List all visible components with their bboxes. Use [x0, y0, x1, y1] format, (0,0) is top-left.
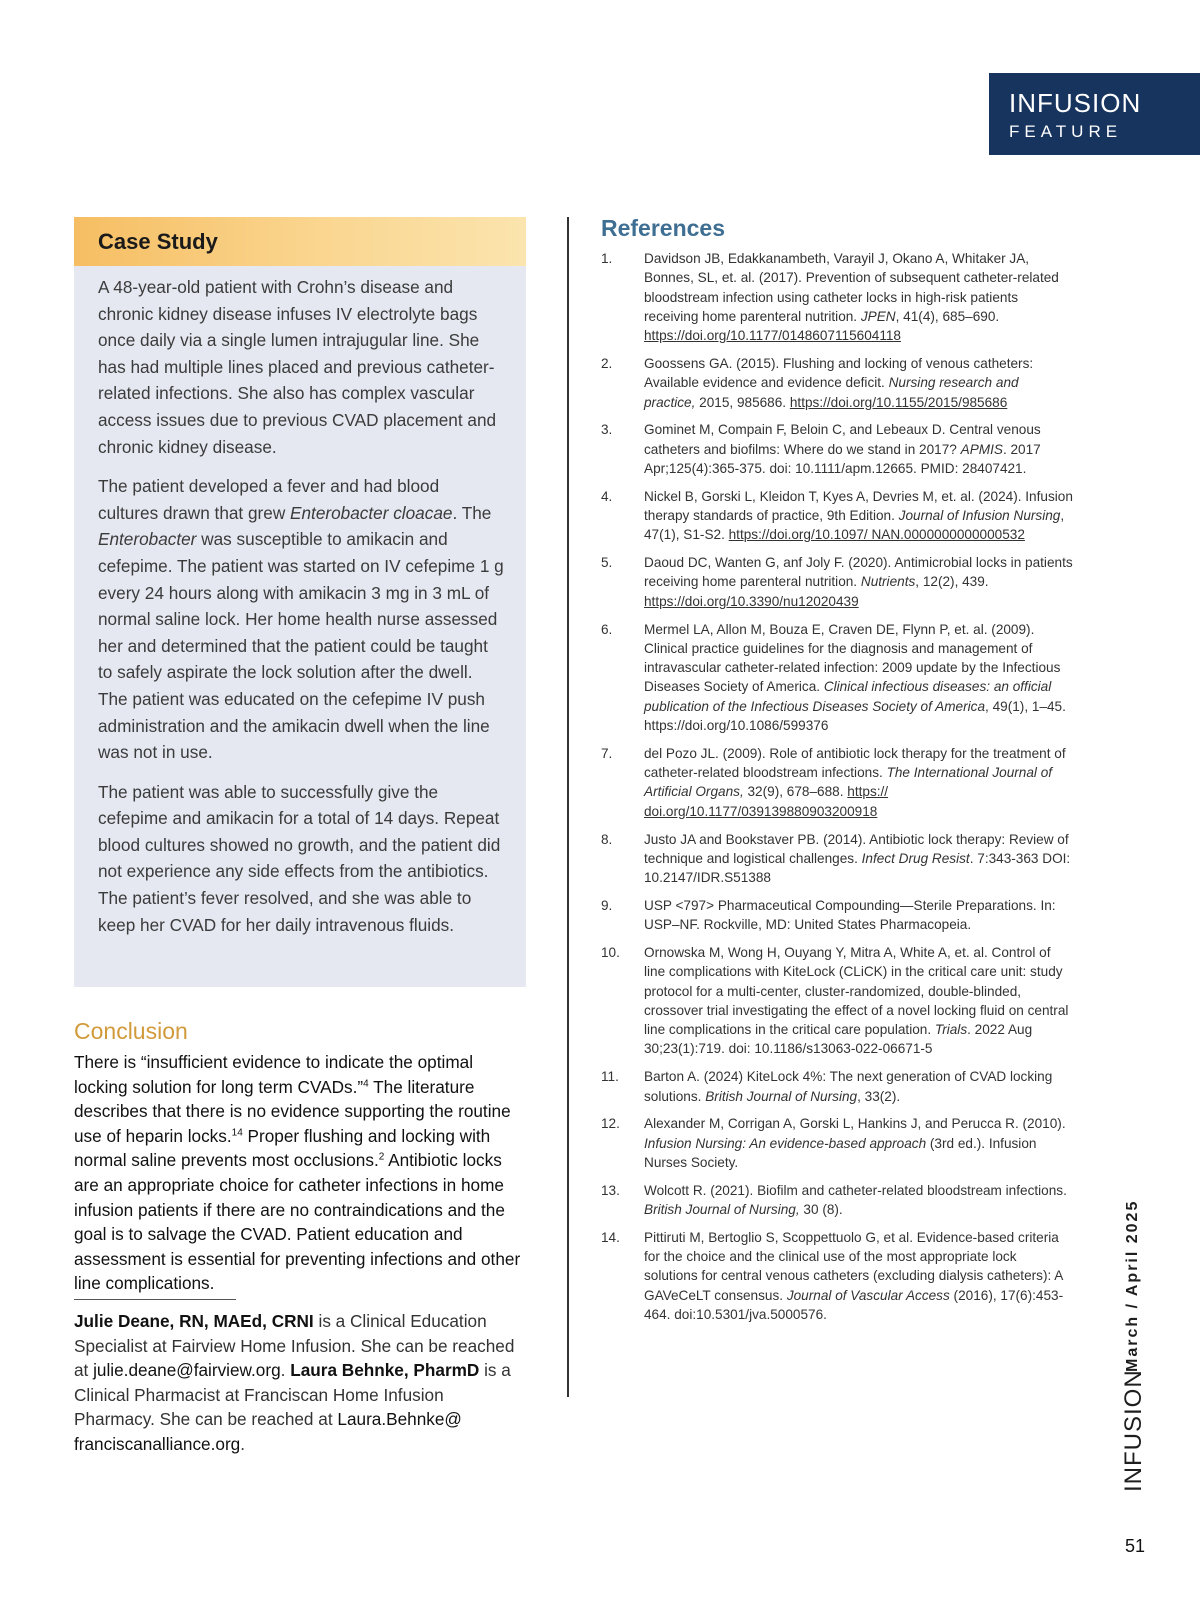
text-run: USP <797> Pharmaceutical Compounding—Sterile Preparations. In: USP–NF. Rockville, MD: United States Pharmacopeia. — [644, 897, 1056, 933]
text-run: , 41(4), 685–690. — [895, 308, 1000, 324]
text-run: Barton A. (2024) KiteLock 4%: The next generation of CVAD locking solutions. — [644, 1069, 1053, 1104]
reference-number: 3. — [601, 422, 613, 438]
italic-run: British Journal of Nursing, — [644, 1202, 800, 1218]
text-run: The literature describes that there is no evidence supporting the routine use of heparin locks. — [74, 1076, 511, 1146]
text-run: Gominet M, Compain F, Beloin C, and Lebeaux D. Central venous catheters and biofilms: Where do we stand in 2017? — [644, 422, 1041, 457]
reference-number: 7. — [601, 745, 613, 761]
text-run: . 2017 Apr;125(4):365-375. doi: 10.1111/apm.12665. PMID: 28407421. — [644, 441, 1041, 476]
reference-number: 6. — [601, 621, 613, 637]
text-run: Davidson JB, Edakkanambeth, Varayil J, Okano A, Whitaker JA, Bonnes, SL, et. al. (2017). Prevention of subsequent catheter-related bloodstream infection using catheter locks in high-risk patients receiving home parenteral nutrition. — [644, 251, 1059, 324]
text-run: is a Clinical Pharmacist at Franciscan Home Infusion Pharmacy. She can be reached at — [74, 1360, 511, 1430]
text-run: 30 (8). — [799, 1202, 843, 1218]
text-run: Wolcott R. (2021). Biofilm and catheter-related bloodstream infections. — [644, 1182, 1067, 1198]
citation-marker: 2 — [378, 1151, 385, 1163]
feature-label: FEATURE — [1009, 122, 1123, 141]
italic-run: Journal of Infusion Nursing — [898, 508, 1061, 524]
reference-item — [601, 943, 1073, 1059]
reference-link[interactable]: https://doi.org/10.3390/nu12020439 — [644, 593, 859, 609]
italic-run: Nutrients — [860, 574, 916, 590]
italic-run: The International Journal of Artificial Organs, — [644, 765, 1053, 800]
text-run: There is “insufficient evidence to indicate the optimal locking solution for long term CVADs.” — [74, 1052, 474, 1097]
text-run: Alexander M, Corrigan A, Gorski L, Hankins J, and Perucca R. (2010). — [644, 1116, 1066, 1132]
case-study-paragraph-3: The patient was able to successfully give the cefepime and amikacin for a total of 14 days. Repeat blood cultures showed no growth, and the patient did not experience any side effects from the antibiotics. The patient’s fever resolved, and she was able to keep her CVAD for her daily intravenous fluids. — [98, 781, 501, 935]
reference-item — [601, 420, 1073, 478]
case-study-body — [74, 266, 526, 938]
citation-marker: 14 — [231, 1127, 243, 1139]
italic-run: British Journal of Nursing — [705, 1088, 858, 1104]
reference-link[interactable]: https:// doi.org/10.1177/039139880903200918 — [644, 784, 889, 819]
reference-link[interactable]: https://doi.org/10.1155/2015/985686 — [789, 394, 1008, 410]
text-run: . — [240, 1433, 246, 1454]
italic-run: APMIS — [960, 441, 1003, 457]
text-run: 2015, 985686. — [695, 394, 790, 410]
infusion-logo: INFUSION — [1009, 88, 1142, 118]
reference-item — [601, 1228, 1073, 1324]
reference-item — [601, 896, 1073, 935]
reference-number: 5. — [601, 555, 613, 571]
case-study-paragraph-1: A 48-year-old patient with Crohn’s disease and chronic kidney disease infuses IV electrolyte bags once daily via a single lumen intrajugular line. She has had multiple lines placed and previous catheter-related infections. She also has complex vascular access issues due to previous CVAD placement and chronic kidney disease. — [98, 277, 497, 457]
reference-number: 2. — [601, 355, 613, 371]
reference-link[interactable]: https://doi.org/10.1097/ NAN.0000000000000532 — [728, 527, 1025, 543]
case-study-title: Case Study — [74, 217, 526, 266]
conclusion-title: Conclusion — [74, 1018, 188, 1044]
italic-run: Infusion Nursing: An evidence-based approach — [644, 1135, 927, 1151]
reference-number: 9. — [601, 897, 613, 913]
text-run: (3rd ed.). Infusion Nurses Society. — [644, 1135, 1037, 1170]
author-name: Julie Deane, RN, MAEd, CRNI — [74, 1311, 314, 1331]
text-run: 32(9), 678–688. — [743, 784, 848, 800]
reference-item — [601, 553, 1073, 611]
italic-run: Infect Drug Resist — [861, 850, 970, 866]
feature-badge — [989, 73, 1200, 155]
reference-item — [601, 744, 1073, 821]
column-divider — [567, 217, 569, 1397]
references-list — [601, 249, 1073, 1333]
case-study-paragraph-2 — [98, 473, 504, 766]
italic-run: JPEN — [860, 308, 896, 324]
author-email[interactable]: julie.deane@fairview.org — [93, 1360, 281, 1381]
text-run: . 2022 Aug 30;23(1):719. doi: 10.1186/s13063-022-06671-5 — [644, 1022, 1033, 1057]
author-name: Laura Behnke, PharmD — [290, 1360, 480, 1381]
case-study-box — [74, 217, 526, 987]
text-run: The patient developed a fever and had blood cultures drawn that grew — [98, 476, 440, 523]
reference-number: 8. — [601, 831, 613, 847]
reference-number: 4. — [601, 488, 613, 504]
text-run: Daoud DC, Wanten G, anf Joly F. (2020). Antimicrobial locks in patients receiving home parenteral nutrition. — [644, 555, 1073, 590]
issue-date: March / April 2025 — [1124, 1199, 1141, 1372]
reference-number: 13. — [601, 1182, 620, 1198]
text-run: del Pozo JL. (2009). Role of antibiotic lock therapy for the treatment of catheter-related bloodstream infections. — [644, 745, 1066, 781]
reference-number: 1. — [601, 251, 613, 266]
italic-run: Nursing research and practice, — [644, 375, 1019, 410]
text-run: Mermel LA, Allon M, Bouza E, Craven DE, Flynn P, et. al. (2009). Clinical practice guidelines for the diagnosis and management of intravascular catheter-related infection: 2009 update by the Infectious Diseases Society of America. — [644, 621, 1061, 695]
conclusion-text — [74, 1050, 529, 1296]
text-run: . 7:343-363 DOI: 10.2147/IDR.S51388 — [644, 850, 1071, 886]
author-bio — [74, 1309, 529, 1457]
text-run: is a Clinical Education Specialist at Fairview Home Infusion. She can be reached at — [74, 1311, 515, 1381]
italic-run: Trials — [934, 1022, 968, 1038]
reference-item — [601, 249, 1073, 345]
reference-number: 10. — [601, 945, 620, 960]
italic-run: Enterobacter cloacae — [290, 502, 453, 523]
reference-number: 12. — [601, 1116, 620, 1132]
text-run: Proper flushing and locking with normal saline prevents most occlusions. — [74, 1125, 491, 1171]
citation-marker: 4 — [363, 1077, 369, 1089]
reference-number: 11. — [601, 1069, 619, 1085]
reference-item — [601, 830, 1073, 888]
page-number: 51 — [1125, 1536, 1146, 1556]
text-run: . — [280, 1360, 291, 1381]
text-run: Justo JA and Bookstaver PB. (2014). Antibiotic lock therapy: Review of technique and logistical challenges. — [644, 831, 1069, 866]
infusion-side-logo: INFUSION — [1120, 1369, 1147, 1492]
italic-run: Enterobacter — [98, 529, 197, 550]
reference-number: 14. — [601, 1229, 620, 1245]
text-run: , 47(1), S1-S2. — [644, 508, 1065, 543]
reference-link[interactable]: https://doi.org/10.1177/0148607115604118 — [644, 328, 901, 344]
reference-item — [601, 1114, 1073, 1172]
references-title: References — [601, 215, 726, 241]
text-run: Goossens GA. (2015). Flushing and locking of venous catheters: Available evidence and evidence deficit. — [644, 355, 1034, 391]
text-run: , 49(1), 1–45. https://doi.org/10.1086/599376 — [644, 698, 1066, 734]
text-run: Ornowska M, Wong H, Ouyang Y, Mitra A, White A, et. al. Control of line complications with KiteLock (CLiCK) in the critical care unit: study protocol for a multi-center, cluster-randomized, double-blinded, crossover trial investigating the effect of a novel locking fluid on central line complications in the critical care population. — [644, 945, 1069, 1038]
reference-item — [601, 620, 1073, 736]
text-run: Nickel B, Gorski L, Kleidon T, Kyes A, Devries M, et. al. (2024). Infusion therapy standards of practice, 9th Edition. — [644, 488, 1073, 524]
text-run: . The — [452, 502, 492, 523]
text-run: (2016), 17(6):453-464. doi:10.5301/jva.5000576. — [644, 1287, 1064, 1323]
italic-run: Journal of Vascular Access — [786, 1287, 950, 1303]
bio-divider — [74, 1299, 236, 1300]
italic-run: Clinical infectious diseases: an official publication of the Infectious Diseases Society of America — [644, 679, 1052, 714]
text-run: , 12(2), 439. — [915, 574, 989, 590]
text-run: , 33(2). — [857, 1088, 901, 1104]
reference-item — [601, 1067, 1073, 1106]
reference-item — [601, 487, 1073, 545]
text-run: Pittiruti M, Bertoglio S, Scoppettuolo G, et al. Evidence-based criteria for the choice and the clinical use of the most appropriate lock solutions for central venous catheters (excluding dialysis catheters): A GAVeCeLT consensus. — [644, 1229, 1063, 1303]
text-run: was susceptible to amikacin and cefepime. The patient was started on IV cefepime 1 g every 24 hours along with amikacin 3 mg in 3 mL of normal saline lock. Her home health nurse assessed her and determined that the patient could be taught to safely aspirate the lock solution after the dwell. The patient was educated on the cefepime IV push administration and the amikacin dwell when the line was not in use. — [98, 529, 504, 763]
text-run: Antibiotic locks are an appropriate choice for catheter infections in home infusion patients if there are no contraindications and the goal is to salvage the CVAD. Patient education and assessment is essential for preventing infections and other line complications. — [74, 1150, 521, 1294]
reference-item — [601, 1181, 1073, 1220]
author-email[interactable]: Laura.Behnke@ franciscanalliance.org — [74, 1409, 462, 1454]
reference-item — [601, 354, 1073, 412]
